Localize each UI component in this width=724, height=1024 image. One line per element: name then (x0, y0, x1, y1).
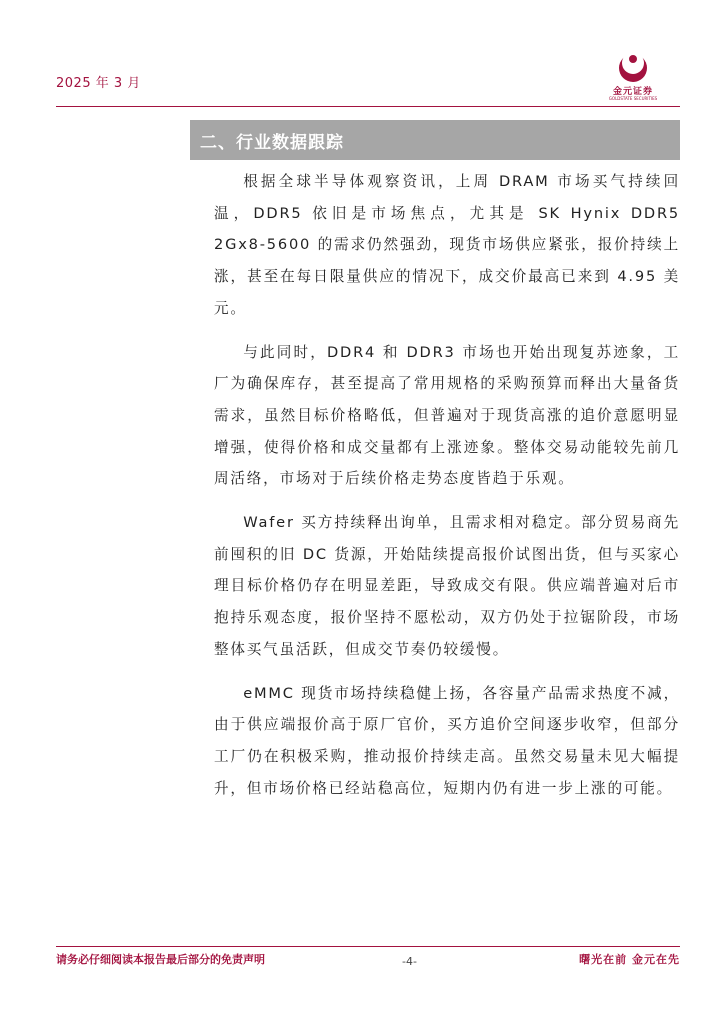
footer-disclaimer: 请务必仔细阅读本报告最后部分的免责声明 (56, 953, 265, 966)
page-number: -4- (402, 955, 417, 968)
company-logo (606, 50, 680, 102)
paragraph-dram: 根据全球半导体观察资讯，上周 DRAM 市场买气持续回温，DDR5 依旧是市场焦点，尤其是 SK Hynix DDR5 2Gx8-5600 的需求仍然强劲，现货市场供应紧张，报价持续上涨，甚至在每日限量供应的情况下，成交价最高已来到 4.95 美元。 (214, 173, 680, 317)
paragraph-emmc: eMMC 现货市场持续稳健上扬，各容量产品需求热度不减，由于供应端报价高于原厂官价，买方追价空间逐步收窄，但部分工厂仍在积极采购，推动报价持续走高。虽然交易量未见大幅提升，但市场价格已经站稳高位，短期内仍有进一步上涨的可能。 (214, 684, 680, 797)
logo-english: GOLDSTATE SECURITIES (608, 96, 658, 101)
paragraph-wafer: Wafer 买方持续释出询单，且需求相对稳定。部分贸易商先前囤积的旧 DC 货源，开始陆续提高报价试图出货，但与买家心理目标价格仍存在明显差距，导致成交有限。供应端普遍对后市抱持乐观态度，报价坚持不愿松动，双方仍处于拉锯阶段，市场整体买气虽活跃，但成交节奏仍较缓慢。 (214, 514, 680, 658)
report-body (214, 166, 680, 816)
section-title: 二、行业数据跟踪 (200, 133, 344, 153)
header-date: 2025 年 3 月 (56, 76, 141, 91)
logo-emblem-icon (606, 50, 660, 84)
footer-divider (56, 946, 680, 947)
logo-name: 金元证券 (612, 87, 653, 97)
header-divider (56, 106, 680, 107)
paragraph-ddr4-ddr3: 与此同时，DDR4 和 DDR3 市场也开始出现复苏迹象，工厂为确保库存，甚至提高了常用规格的采购预算而释出大量备货需求，虽然目标价格略低，但普遍对于现货高涨的追价意愿明显增强，使得价格和成交量都有上涨迹象。整体交易动能较先前几周活络，市场对于后续价格走势态度皆趋于乐观。 (214, 343, 680, 488)
footer-slogan: 曙光在前 金元在先 (579, 953, 680, 966)
